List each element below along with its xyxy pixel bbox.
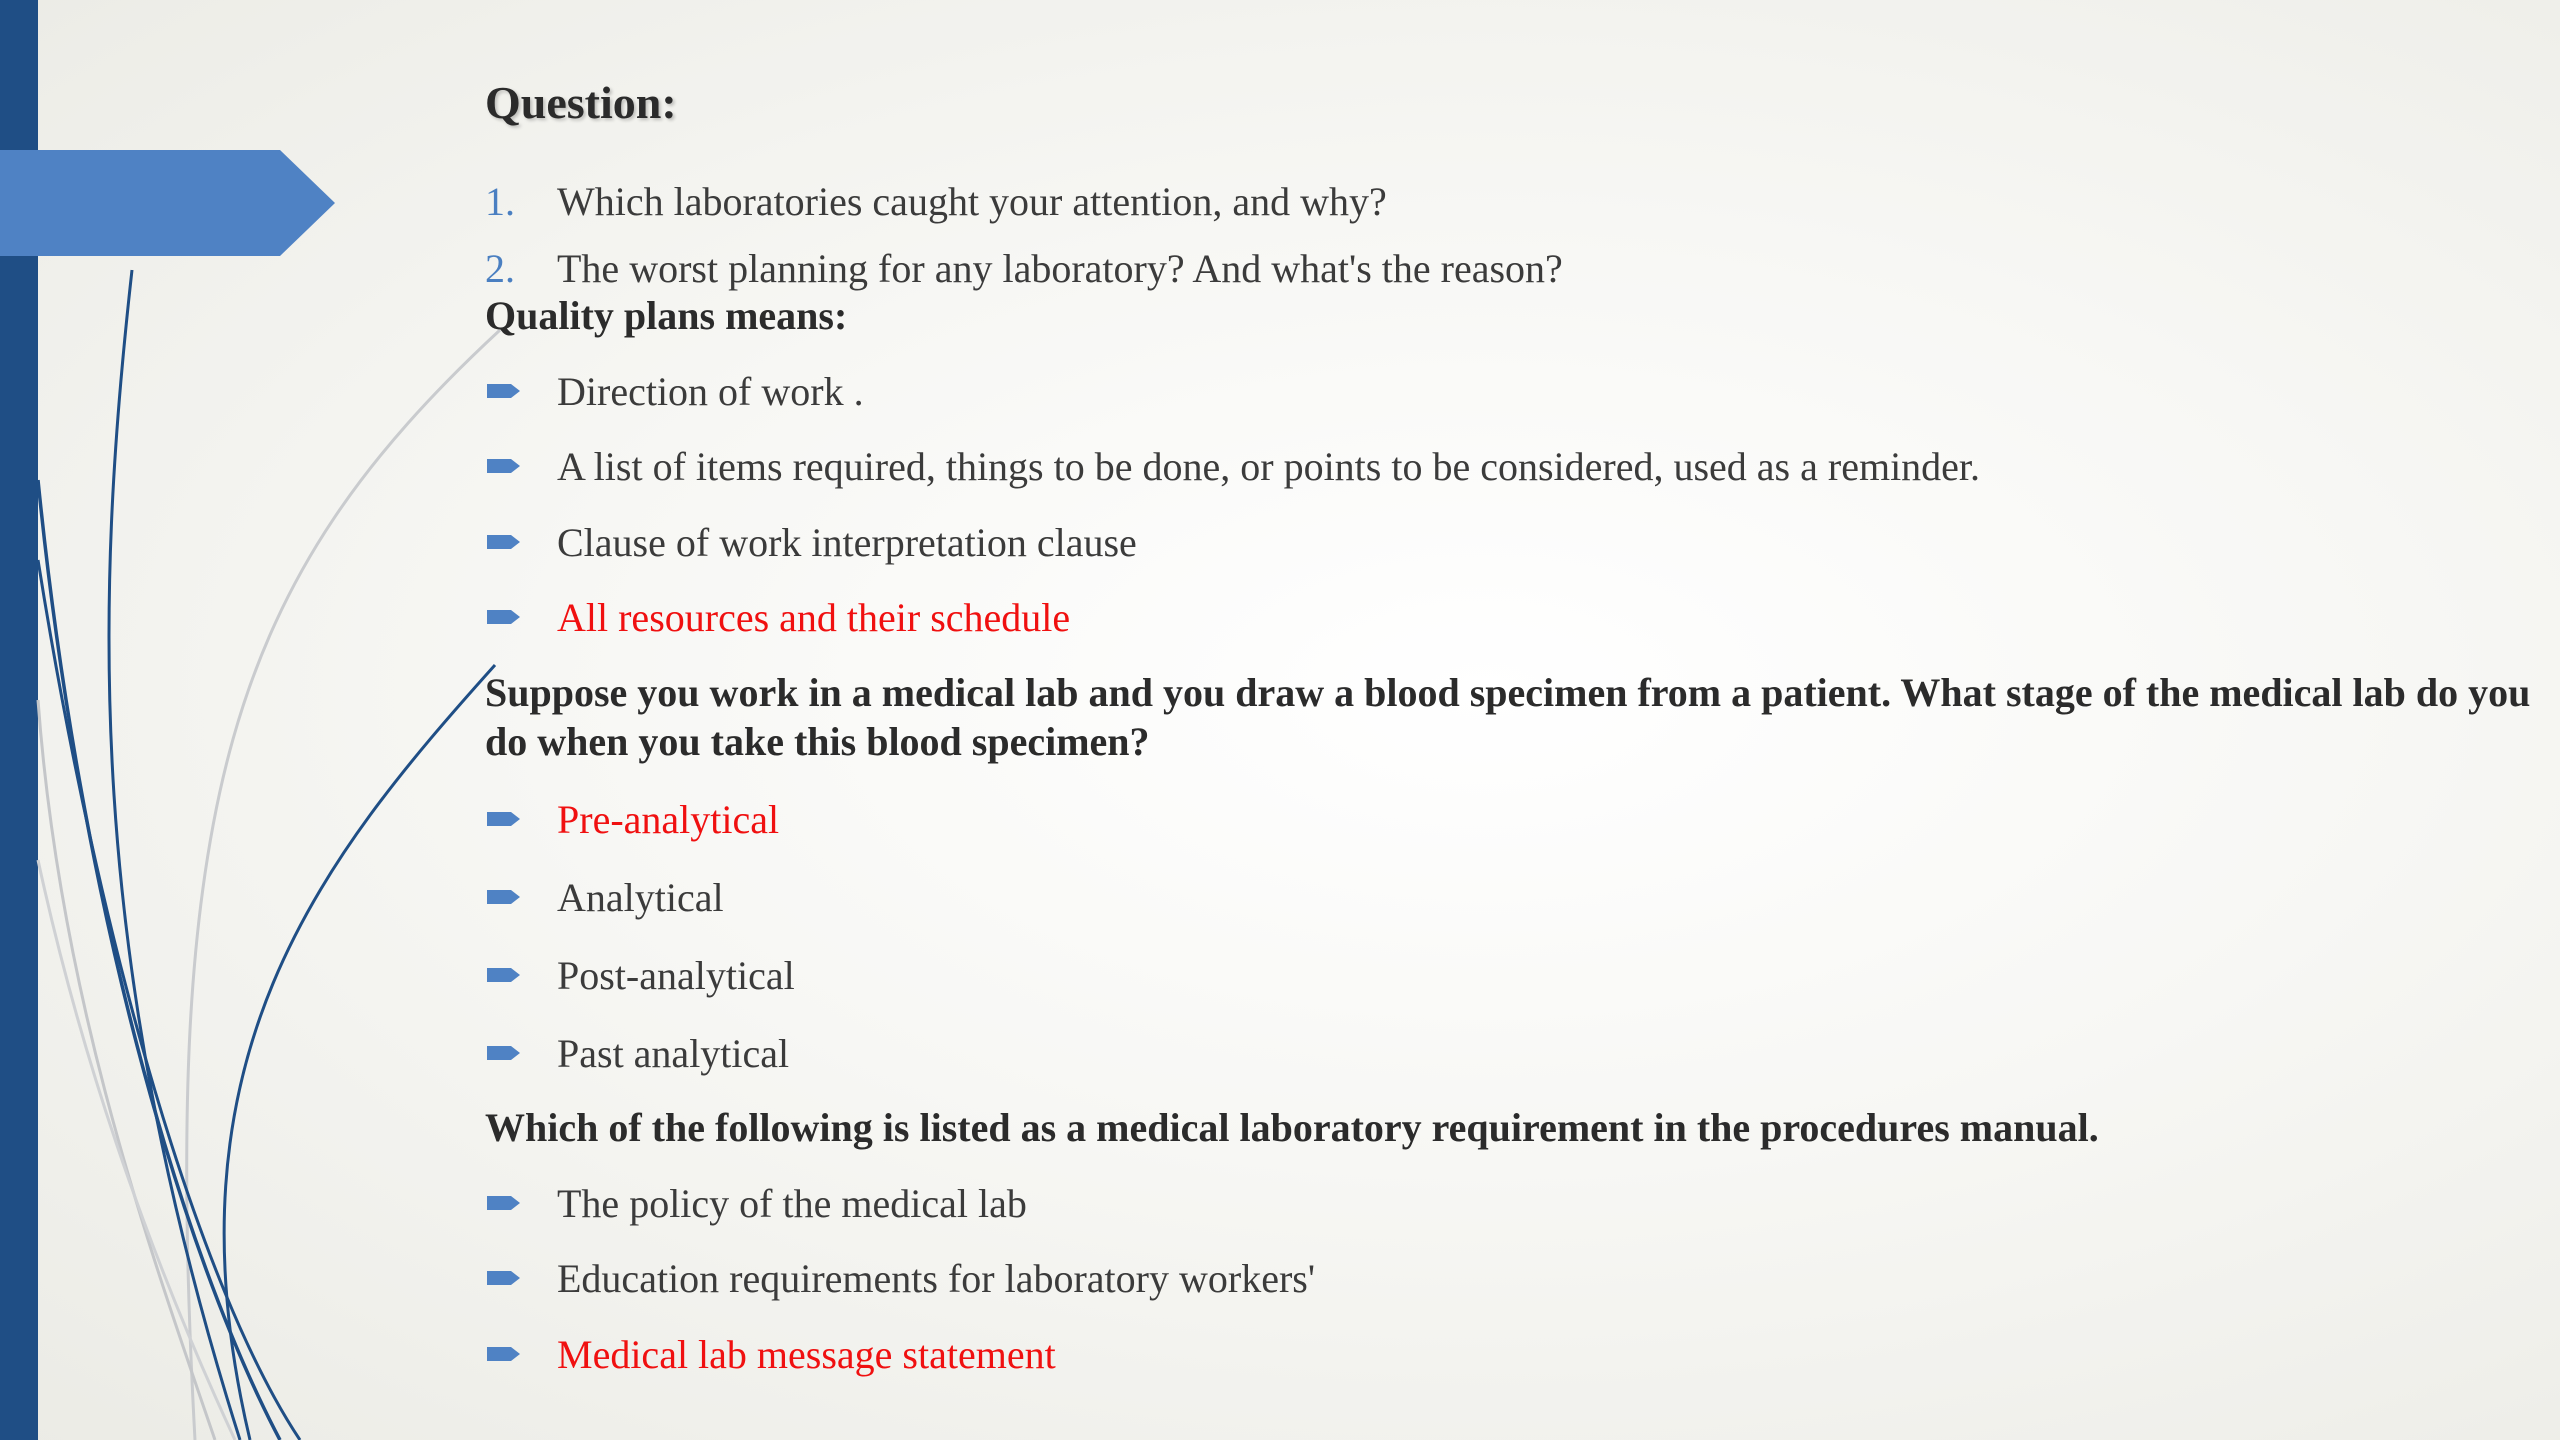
question-number: 1.: [485, 179, 515, 224]
option-text: Clause of work interpretation clause: [557, 520, 1137, 565]
arrow-banner: [0, 0, 340, 260]
arrow-bullet-icon: [487, 1194, 521, 1212]
arrow-bullet-icon: [487, 1269, 521, 1287]
arrow-bullet-icon: [487, 608, 521, 626]
option-text: Past analytical: [557, 1031, 790, 1076]
question-text: The worst planning for any laboratory? And what's the reason?: [557, 246, 1563, 291]
option-text: Direction of work .: [557, 369, 864, 414]
section-heading-quality-plans: Quality plans means:: [485, 293, 848, 338]
arrow-bullet-icon: [487, 1345, 521, 1363]
option-text-highlighted: Medical lab message statement: [557, 1332, 1056, 1377]
section-heading-procedures-manual: Which of the following is listed as a medical laboratory requirement in the procedures manual.: [485, 1105, 2099, 1150]
arrow-bullet-icon: [487, 457, 521, 475]
arrow-bullet-icon: [487, 533, 521, 551]
option-text-highlighted: Pre-analytical: [557, 797, 780, 842]
arrow-bullet-icon: [487, 966, 521, 984]
arrow-bullet-icon: [487, 810, 521, 828]
arrow-bullet-icon: [487, 1044, 521, 1062]
option-text: Education requirements for laboratory workers': [557, 1256, 1316, 1301]
section-heading-blood-specimen: Suppose you work in a medical lab and you draw a blood specimen from a patient. What stage of the medical lab do you do when you take this blood specimen?: [485, 670, 2531, 764]
question-title: Question:: [485, 77, 677, 128]
arrow-bullet-icon: [487, 382, 521, 400]
option-text: Post-analytical: [557, 953, 795, 998]
option-text-highlighted: All resources and their schedule: [557, 595, 1071, 640]
option-text: Analytical: [557, 875, 724, 920]
option-text: A list of items required, things to be done, or points to be considered, used as a reminder.: [557, 444, 1981, 489]
question-text: Which laboratories caught your attention, and why?: [557, 179, 1387, 224]
arrow-bullet-icon: [487, 888, 521, 906]
question-number: 2.: [485, 246, 515, 291]
option-text: The policy of the medical lab: [557, 1181, 1027, 1226]
